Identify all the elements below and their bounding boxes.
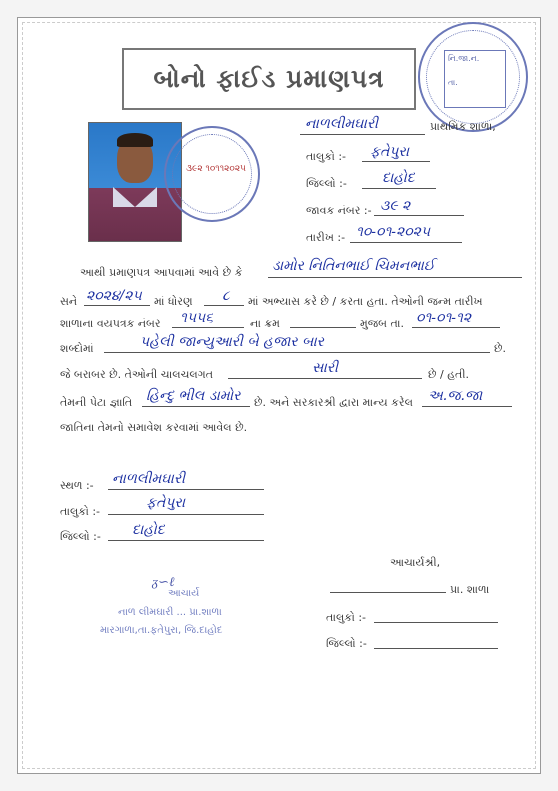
- footer-taluka-label: તાલુકો :-: [60, 505, 100, 518]
- school-type: પ્રાથમિક શાળા,: [430, 120, 496, 133]
- certificate-title: બોનો ફાઈડ પ્રમાણપત્ર: [122, 48, 416, 110]
- year-value: ૨૦૨૪/૨૫: [86, 288, 142, 304]
- line5-prefix: જે બરાબર છે. તેઓની ચાલચલગત: [60, 368, 214, 381]
- footer-district-label: જિલ્લો :-: [60, 530, 101, 543]
- principal-signature: ᵹ∽ℓ: [152, 575, 175, 590]
- line3-mid: ના ક્રમ: [250, 317, 280, 330]
- right-district-label: જિલ્લો :-: [326, 637, 367, 650]
- line6-prefix: તેમની પેટા જ્ઞાતિ: [60, 396, 133, 409]
- outward-label: જાવક નંબર :-: [306, 204, 372, 217]
- line2-suffix: માં અભ્યાસ કરે છે / કરતા હતા. તેઓની જન્મ તારીખ: [248, 295, 483, 308]
- footer-district-value: દાહોદ: [132, 522, 165, 538]
- right-taluka-label: તાલુકો :-: [326, 611, 366, 624]
- school-stamp-line2: મારગાળા,તા.ફતેપુરા, જિ.દાહોદ: [100, 625, 223, 636]
- line3-prefix: શાળાના વયપત્રક નંબર: [60, 317, 161, 330]
- line6-mid: છે. અને સરકારશ્રી દ્વારા માન્ય કરેલ: [254, 396, 413, 409]
- conduct-value: સારી: [312, 360, 339, 376]
- line1-prefix: આથી પ્રમાણપત્ર આપવામાં આવે છે કે: [80, 266, 243, 279]
- student-name: ડામોર નિતિનભાઈ ચિમનભાઈ: [272, 258, 435, 274]
- place-value: નાળલીમઘારી: [112, 471, 186, 487]
- office-seal-top: [418, 22, 528, 132]
- place-label: સ્થળ :-: [60, 479, 94, 492]
- photo-seal: [164, 126, 260, 222]
- seal-number-label: નિ.જા.ન.: [448, 54, 480, 63]
- principal-label: આચાર્યશ્રી,: [390, 556, 441, 569]
- birth-date-words: પહેલી જાન્યુઆરી બે હજાર બાર: [140, 334, 324, 350]
- line3-suffix: મુજબ તા.: [360, 317, 404, 330]
- photo-seal-text: ૩૯૨ ૧૦૧૧૨૦૨૫: [186, 164, 247, 174]
- sign-caption: આચાર્ય: [168, 588, 200, 599]
- birth-date: ૦૧-૦૧-૧૨: [416, 310, 472, 326]
- category-value: અ.જ.જા: [428, 388, 483, 404]
- taluka-label: તાલુકો :-: [306, 150, 346, 163]
- date-label: તારીખ :-: [306, 231, 346, 244]
- footer-taluka-value: ફતેપુરા: [146, 495, 186, 511]
- line2-mid: માં ધોરણ: [154, 295, 193, 308]
- caste-value: હિન્દુ ભીલ ડામોર: [146, 388, 241, 404]
- taluka-value: ફતેપુરા: [370, 144, 410, 160]
- school-stamp-line1: નાળ લીમઘારી ... પ્રા.શાળા: [118, 607, 222, 618]
- line4-suffix: છે.: [494, 342, 506, 355]
- line4-prefix: શબ્દોમાં: [60, 342, 94, 355]
- line7-text: જાતિના તેમનો સમાવેશ કરવામાં આવેલ છે.: [60, 421, 248, 434]
- standard-value: ૮: [222, 288, 230, 304]
- register-number: ૧૫૫૬: [180, 310, 214, 326]
- outward-value: ૩૯ ૨: [380, 198, 411, 214]
- district-label: જિલ્લો :-: [306, 177, 347, 190]
- school-suffix: પ્રા. શાળા: [450, 583, 490, 596]
- district-value: દાહોદ: [382, 170, 415, 186]
- seal-date-label: તા.: [448, 78, 458, 87]
- line2-prefix: સને: [60, 295, 78, 308]
- date-value: ૧૦-૦૧-૨૦૨૫: [356, 224, 431, 240]
- line5-suffix: છે / હતી.: [428, 368, 469, 381]
- school-name: નાળલીમઘારી: [305, 116, 379, 132]
